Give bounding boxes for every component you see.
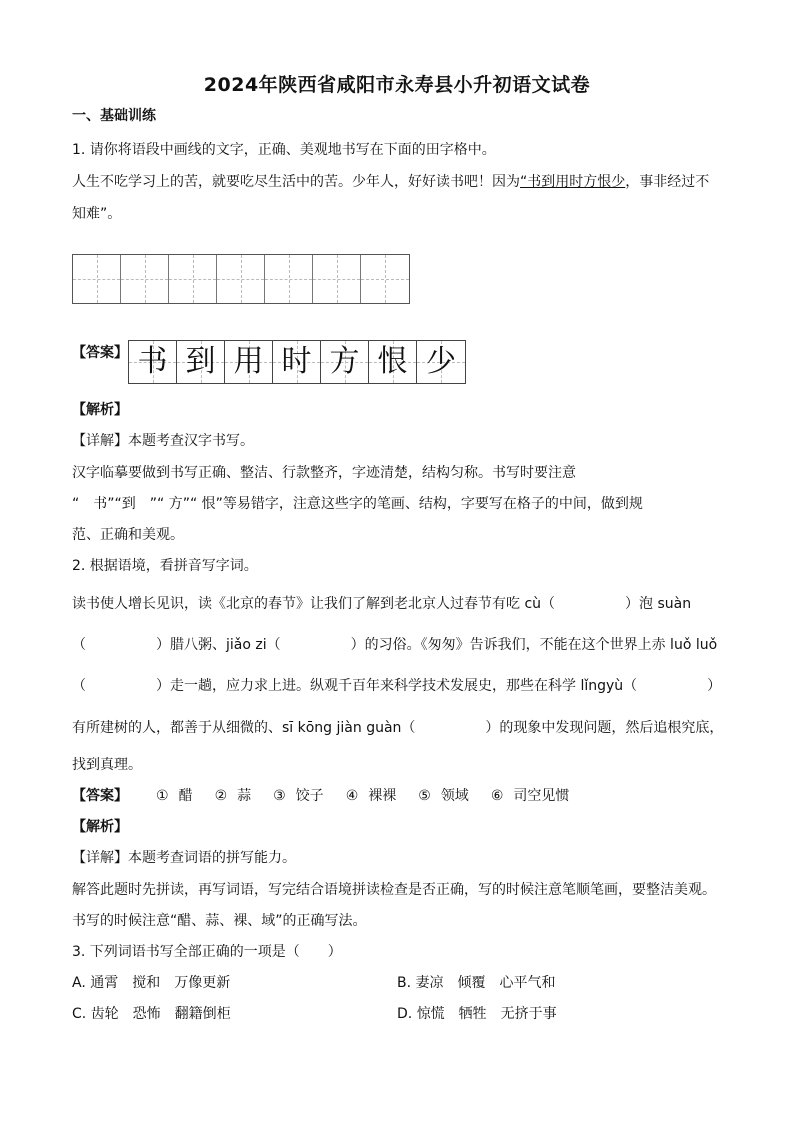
q3-option-a: A. 通霄 搅和 万像更新 bbox=[72, 975, 231, 991]
section-heading: 一、基础训练 bbox=[72, 108, 156, 124]
q1-analysis-label: 【解析】 bbox=[72, 402, 128, 418]
q1-prompt: 1. 请你将语段中画线的文字，正确、美观地书写在下面的田字格中。 bbox=[72, 142, 496, 158]
page-title: 2024年陕西省咸阳市永寿县小升初语文试卷 bbox=[203, 74, 591, 96]
q3-option-c: C. 齿轮 恐怖 翻籍倒柜 bbox=[72, 1006, 231, 1022]
q2-explain-2: 书写的时候注意“醋、蒜、裸、域”的正确写法。 bbox=[72, 913, 367, 929]
q1-answer-label: 【答案】 bbox=[72, 345, 128, 361]
q1-underlined-text: “书到用时方恨少 bbox=[520, 174, 626, 190]
answer-cell: 恨 bbox=[369, 341, 417, 383]
q1-explain-1: 汉字临摹要做到书写正确、整洁、行款整齐，字迹清楚，结构匀称。书写时要注意 bbox=[72, 465, 576, 481]
grid-cell bbox=[313, 255, 361, 303]
q1-passage-line2: 知难”。 bbox=[72, 206, 122, 222]
q3-prompt: 3. 下列词语书写全部正确的一项是（ ） bbox=[72, 944, 342, 960]
q2-line-1: 读书使人增长见识，读《北京的春节》让我们了解到老北京人过春节有吃 cù（ ）泡 suàn bbox=[72, 596, 692, 612]
q2-answer-label: 【答案】 bbox=[72, 788, 128, 804]
answer-cell: 用 bbox=[225, 341, 273, 383]
q1-text-after: ，事非经过不 bbox=[625, 174, 710, 190]
grid-cell bbox=[73, 255, 121, 303]
answer-cell: 书 bbox=[129, 341, 177, 383]
q2-line-3: （ ）走一趟，应力求上进。纵观千百年来科学技术发展史，那些在科学 lǐngyù（ ） bbox=[72, 678, 722, 694]
q2-prompt: 2. 根据语境，看拼音写字词。 bbox=[72, 558, 258, 574]
q1-text-before: 人生不吃学习上的苦，就要吃尽生活中的苦。少年人，好好读书吧！因为 bbox=[72, 174, 520, 190]
answer-cell: 方 bbox=[321, 341, 369, 383]
q2-answer-list bbox=[156, 786, 569, 806]
q3-option-b: B. 妻凉 倾覆 心平气和 bbox=[397, 975, 556, 991]
grid-cell bbox=[217, 255, 265, 303]
q2-line-2: （ ）腊八粥、jiǎo zi（ ）的习俗。《匆匆》告诉我们，不能在这个世界上赤 luǒ luǒ bbox=[72, 637, 718, 653]
answer-cell: 少 bbox=[417, 341, 465, 383]
answer-item: ④ 裸裸 bbox=[345, 788, 397, 804]
q2-explain-1: 解答此题时先拼读，再写词语，写完结合语境拼读检查是否正确，写的时候注意笔顺笔画，要整洁美观。 bbox=[72, 882, 716, 898]
grid-cell bbox=[361, 255, 409, 303]
q2-detail: 【详解】本题考查词语的拼写能力。 bbox=[72, 850, 296, 866]
grid-cell bbox=[121, 255, 169, 303]
answer-item: ② 蒜 bbox=[214, 788, 252, 804]
answer-item: ⑤ 领域 bbox=[418, 788, 469, 804]
q1-passage-line1 bbox=[72, 172, 709, 192]
q1-explain-3: 范、正确和美观。 bbox=[72, 527, 184, 543]
grid-cell bbox=[265, 255, 313, 303]
q1-detail: 【详解】本题考查汉字书写。 bbox=[72, 433, 254, 449]
answer-item: ① 醋 bbox=[156, 788, 193, 804]
answer-item: ⑥ 司空见惯 bbox=[490, 788, 570, 804]
q3-option-d: D. 惊慌 牺牲 无挤于事 bbox=[397, 1006, 557, 1022]
writing-grid bbox=[72, 254, 410, 304]
q1-explain-2: “ 书”“到 ”“ 方”“ 恨”等易错字，注意这些字的笔画、结构，字要写在格子的中间，做到规 bbox=[72, 496, 643, 512]
q1-answer-grid bbox=[128, 340, 466, 384]
q2-line-5: 找到真理。 bbox=[72, 757, 142, 773]
q2-analysis-label: 【解析】 bbox=[72, 819, 128, 835]
q2-line-4: 有所建树的人，都善于从细微的、sī kōng jiàn guàn（ ）的现象中发现问题，然后追根究底， bbox=[72, 720, 724, 736]
answer-cell: 到 bbox=[177, 341, 225, 383]
answer-cell: 时 bbox=[273, 341, 321, 383]
answer-item: ③ 饺子 bbox=[273, 788, 324, 804]
grid-cell bbox=[169, 255, 217, 303]
